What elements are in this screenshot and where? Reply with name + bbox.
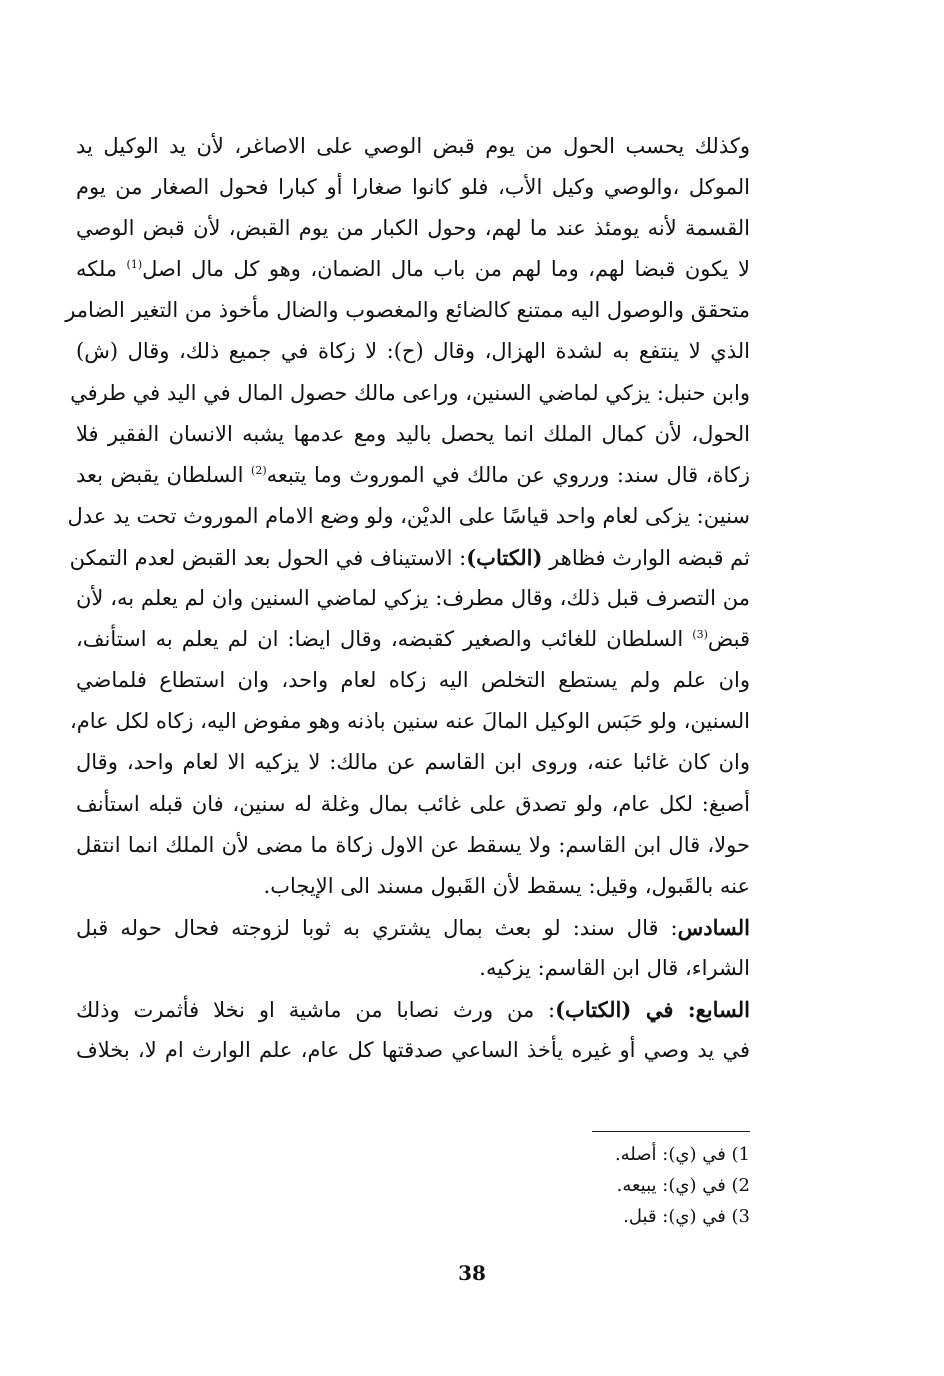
text-line-8: الحول، لأن كمال الملك انما يحصل باليد ومع عدمها يشبه الانسان الفقير فلا	[76, 421, 750, 446]
footnotes	[400, 1139, 750, 1232]
footnote-3: 3) في (ي): قبل.	[623, 1206, 750, 1227]
text-line-4	[76, 249, 750, 290]
text-line-20	[76, 907, 750, 948]
text-line-11	[69, 537, 750, 578]
text-line-4-start: لا يكون قبضا لهم، وما لهم من باب مال الضمان، وهو كل مال اصل	[142, 257, 751, 282]
footnote-ref-1: (1)	[126, 258, 143, 272]
text-line-1: وكذلك يحسب الحول من يوم قبض الوصي على الاصاغر، لأن يد الوكيل يد	[76, 134, 750, 158]
text-line-6: الذي لا ينتفع به لشدة الهزال، وقال (ح): لا زكاة في جميع ذلك، وقال (ش)	[76, 339, 750, 364]
text-line-13	[76, 619, 750, 660]
footnote-1: 1) في (ي): أصله.	[614, 1144, 750, 1165]
text-line-4-end: ملكه	[76, 257, 127, 282]
page-number: 38	[458, 1261, 486, 1285]
text-line-14: وان علم ولم يستطع التخلص اليه زكاه لعام واحد، وان استطاع فلماضي	[76, 668, 750, 693]
text-line-13-start: قبض	[707, 627, 750, 652]
section-heading-sixth: السادس	[677, 914, 750, 940]
footnote-ref-2: (2)	[251, 463, 267, 477]
section-heading-seventh: السابع: في (الكتاب)	[555, 996, 750, 1022]
text-line-3: القسمة لأنه يومئذ عند ما لهم، وحول الكبار من يوم القبض، لأن قبض الوصي	[76, 216, 750, 241]
footnote-divider	[592, 1131, 750, 1132]
footnote-2: 2) في (ي): يبيعه.	[616, 1175, 750, 1196]
text-line-18: حولا، قال ابن القاسم: ولا يسقط عن الاول زكاة ما مضى لأن الملك انما انتقل	[76, 832, 750, 857]
text-line-13-end: السلطان للغائب والصغير كقبضه، وقال ايضا: ان لم يعلم به استأنف،	[76, 627, 693, 652]
text-line-9	[76, 455, 750, 496]
text-line-23: في يد وصي أو غيره يأخذ الساعي صدقتها كل عام، علم الوارث ام لا، بخلاف	[76, 1038, 750, 1063]
text-line-22	[76, 989, 750, 1030]
text-line-20-end: : قال سند: لو بعث بمال يشتري به ثوبا لزوجته فحال حوله قبل	[76, 915, 678, 940]
text-line-19: عنه بالقَبول، وقيل: يسقط لأن القَبول مسند الى الإيجاب.	[263, 873, 750, 898]
text-line-15: السنين، ولو حَبَس الوكيل المالَ عنه سنين باذنه وهو مفوض اليه، زكاه لكل عام،	[69, 709, 750, 734]
text-line-11-end: : الاستيناف في الحول بعد القبض لعدم التمكن	[69, 545, 467, 570]
text-line-22-end: : من ورث نصابا من ماشية او نخلا فأثمرت وذلك	[76, 997, 556, 1022]
text-line-9-start: زكاة، قال سند: ورروي عن مالك في الموروث وما يتبعه	[266, 462, 750, 487]
text-line-5: متحقق والوصول اليه ممتنع كالضائع والمغصوب والضال مأخوذ من التغير الضامر	[65, 298, 750, 323]
body-text	[65, 126, 751, 1071]
text-line-7: وابن حنبل: يزكي لماضي السنين، وراعى مالك حصول المال في اليد في طرفي	[70, 380, 750, 405]
footnote-ref-3: (3)	[692, 628, 708, 642]
text-line-2: الموكل ،والوصي وكيل الأب، فلو كانوا صغارا أو كبارا فحول الصغار من يوم	[76, 175, 750, 200]
text-line-21: الشراء، قال ابن القاسم: يزكيه.	[479, 955, 750, 980]
text-line-16: وان كان غائبا عنه، وروى ابن القاسم عن مالك: لا يزكيه الا لعام واحد، وقال	[76, 750, 750, 775]
kitab-reference: (الكتاب)	[466, 544, 543, 570]
text-line-9-end: السلطان يقبض بعد	[76, 462, 252, 487]
text-line-17: أصبغ: لكل عام، ولو تصدق على غائب بمال وغلة له سنين، فان قبله استأنف	[76, 791, 750, 816]
text-line-12: من التصرف قبل ذلك، وقال مطرف: يزكي لماضي السنين وان لم يعلم به، لأن	[76, 586, 750, 611]
text-line-10: سنين: يزكى لعام واحد قياسًا على الديْن، ولو وضع الامام الموروث تحت يد عدل	[67, 503, 750, 528]
text-line-11-start: ثم قبضه الوارث فظاهر	[549, 545, 750, 570]
